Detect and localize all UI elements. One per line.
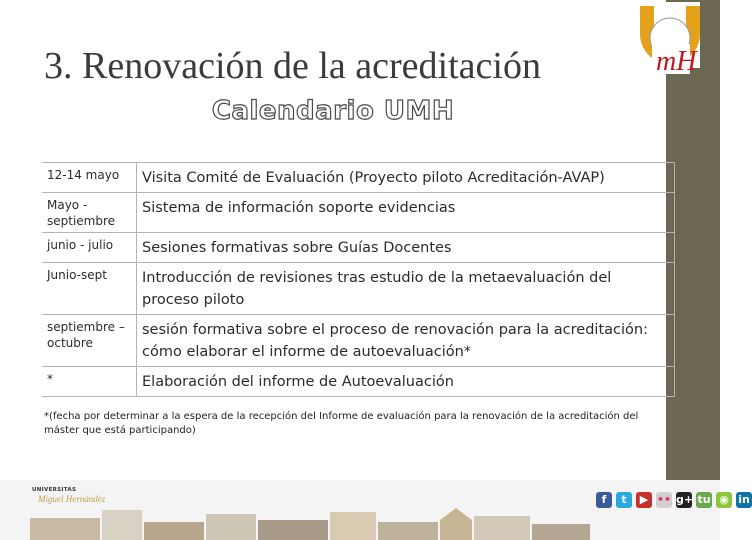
row-description: Elaboración del informe de Autoevaluación: [137, 367, 675, 397]
flickr-icon[interactable]: ••: [656, 493, 672, 506]
tuenti-icon[interactable]: tu: [697, 493, 711, 506]
row-description: Introducción de revisiones tras estudio de la metaevaluación del proceso piloto: [137, 263, 675, 315]
table-row: [42, 233, 675, 263]
row-date: septiembre – octubre: [42, 315, 137, 367]
slide-title: 3. Renovación de la acreditación: [44, 45, 541, 87]
table-row: [42, 263, 675, 315]
social-icons: [596, 492, 752, 508]
umh-logo: [632, 0, 712, 80]
university-label: UNIVERSITAS: [32, 487, 77, 493]
row-date: Junio-sept: [42, 263, 137, 315]
campus-buildings-illustration: [30, 500, 590, 540]
youtube-icon[interactable]: ▶: [636, 492, 652, 508]
row-description: sesión formativa sobre el proceso de renovación para la acreditación: cómo elaborar el informe de autoevaluación*: [137, 315, 675, 367]
slide-subtitle: Calendario UMH: [211, 96, 455, 126]
rss-icon[interactable]: ◉: [716, 492, 732, 508]
row-date: Mayo - septiembre: [42, 193, 137, 233]
row-date: junio - julio: [42, 233, 137, 263]
row-description: Sistema de información soporte evidencias: [137, 193, 675, 233]
row-date: 12-14 mayo: [42, 163, 137, 193]
row-description: Sesiones formativas sobre Guías Docentes: [137, 233, 675, 263]
linkedin-icon[interactable]: in: [736, 492, 752, 508]
row-date: *: [42, 367, 137, 397]
calendar-table: [42, 162, 675, 397]
row-description: Visita Comité de Evaluación (Proyecto piloto Acreditación-AVAP): [137, 163, 675, 193]
facebook-icon[interactable]: f: [596, 492, 612, 508]
table-row: [42, 163, 675, 193]
table-row: [42, 367, 675, 397]
umh-logo-text: mH: [656, 46, 697, 77]
table-row: [42, 193, 675, 233]
side-bar: [668, 0, 720, 540]
twitter-icon[interactable]: t: [616, 492, 632, 508]
google-plus-icon[interactable]: g+: [676, 493, 694, 506]
table-row: [42, 315, 675, 367]
university-name: Miguel Hernández: [38, 494, 106, 504]
footnote: *(fecha por determinar a la espera de la recepción del Informe de evaluación para la renovación de la acreditación del máster que está participando): [44, 411, 639, 436]
